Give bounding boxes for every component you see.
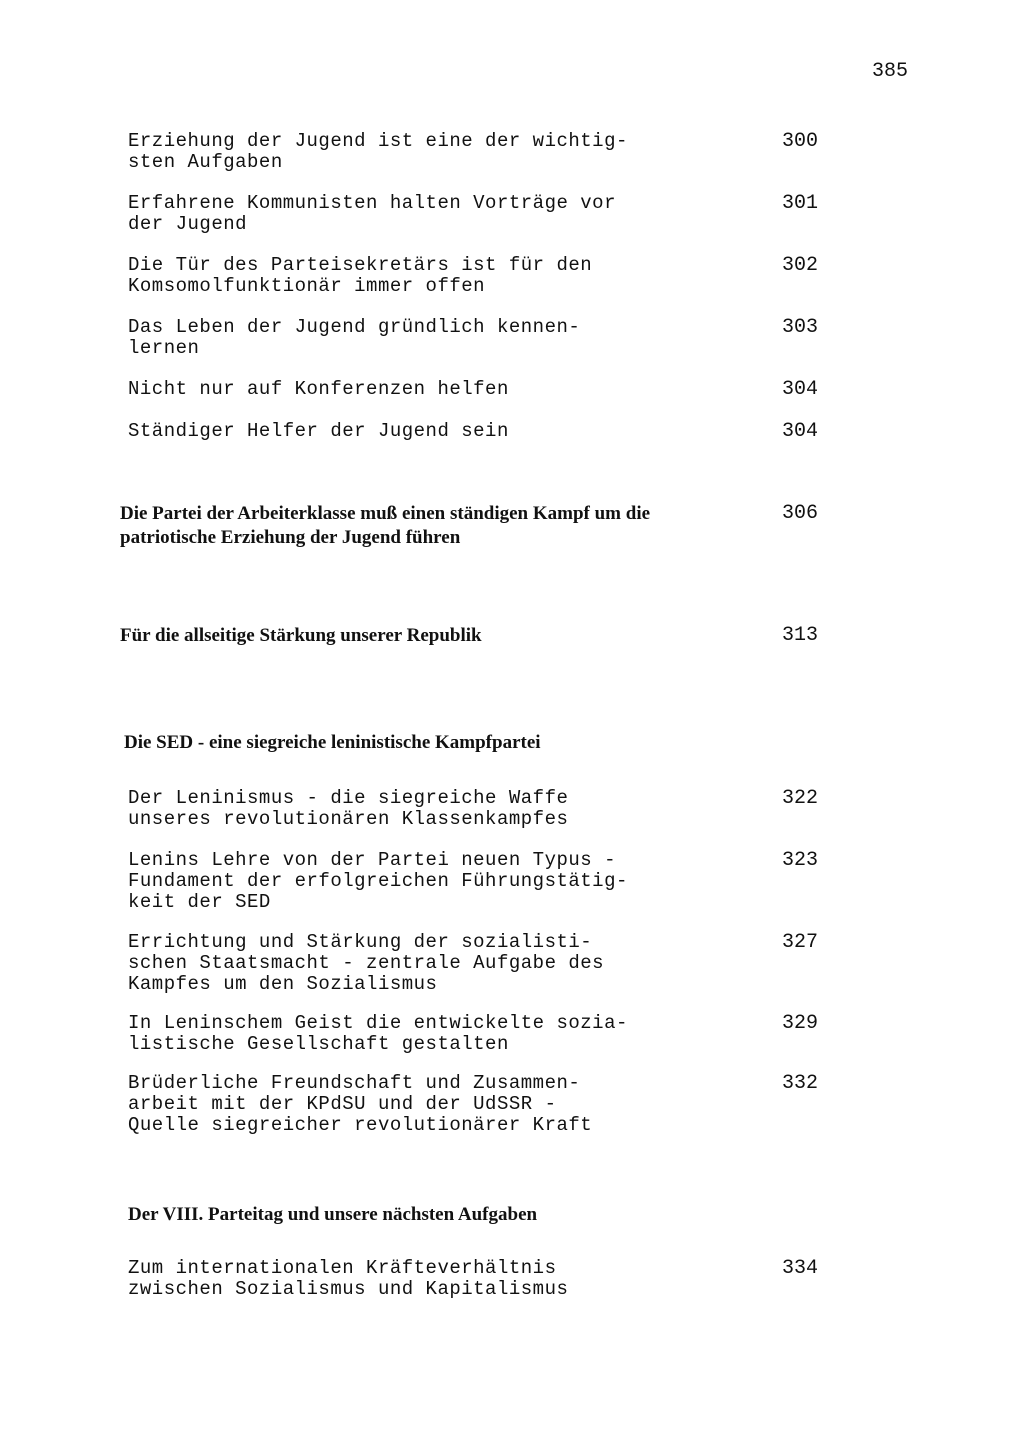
toc-entry: Lenins Lehre von der Partei neuen Typus - Fundament der erfolgreichen Führungstätig- keit der SED [128,849,628,913]
toc-entry: Errichtung und Stärkung der sozialisti- schen Staatsmacht - zentrale Aufgabe des Kampfes um den Sozialismus [128,931,605,995]
toc-page-number: 332 [782,1072,819,1095]
toc-page-number: 322 [782,787,819,810]
toc-entry: Ständiger Helfer der Jugend sein [128,420,509,442]
section-page-number: 306 [782,502,819,525]
section-page-number: 313 [782,624,819,647]
page-number: 385 [872,60,909,83]
toc-page-number: 300 [782,130,819,153]
section-heading: Für die allseitige Stärkung unserer Republik [120,625,482,646]
toc-page-number: 327 [782,931,819,954]
toc-page-number: 323 [782,849,819,872]
toc-entry: Der Leninismus - die siegreiche Waffe unseres revolutionären Klassenkampfes [128,787,569,830]
toc-entry: In Leninschem Geist die entwickelte sozia- listische Gesellschaft gestalten [128,1012,628,1055]
toc-entry: Brüderliche Freundschaft und Zusammen- arbeit mit der KPdSU und der UdSSR - Quelle siegreicher revolutionärer Kraft [128,1072,593,1136]
toc-page-number: 334 [782,1257,819,1280]
toc-page-number: 303 [782,316,819,339]
toc-page-number: 304 [782,420,819,443]
section-heading: Die SED - eine siegreiche leninistische Kampfpartei [124,732,541,753]
toc-entry: Nicht nur auf Konferenzen helfen [128,378,509,400]
toc-page-number: 302 [782,254,819,277]
toc-entry: Erziehung der Jugend ist eine der wichtig- sten Aufgaben [128,130,628,173]
toc-page-number: 301 [782,192,819,215]
toc-page-number: 304 [782,378,819,401]
toc-entry: Erfahrene Kommunisten halten Vorträge vor der Jugend [128,192,616,235]
toc-entry: Das Leben der Jugend gründlich kennen- lernen [128,316,581,359]
toc-page-number: 329 [782,1012,819,1035]
toc-entry: Die Tür des Parteisekretärs ist für den Komsomolfunktionär immer offen [128,254,593,297]
section-heading: Die Partei der Arbeiterklasse muß einen ständigen Kampf um die patriotische Erziehung der Jugend führen [120,503,651,548]
section-heading: Der VIII. Parteitag und unsere nächsten Aufgaben [128,1204,538,1225]
toc-entry: Zum internationalen Kräfteverhältnis zwischen Sozialismus und Kapitalismus [128,1257,569,1300]
